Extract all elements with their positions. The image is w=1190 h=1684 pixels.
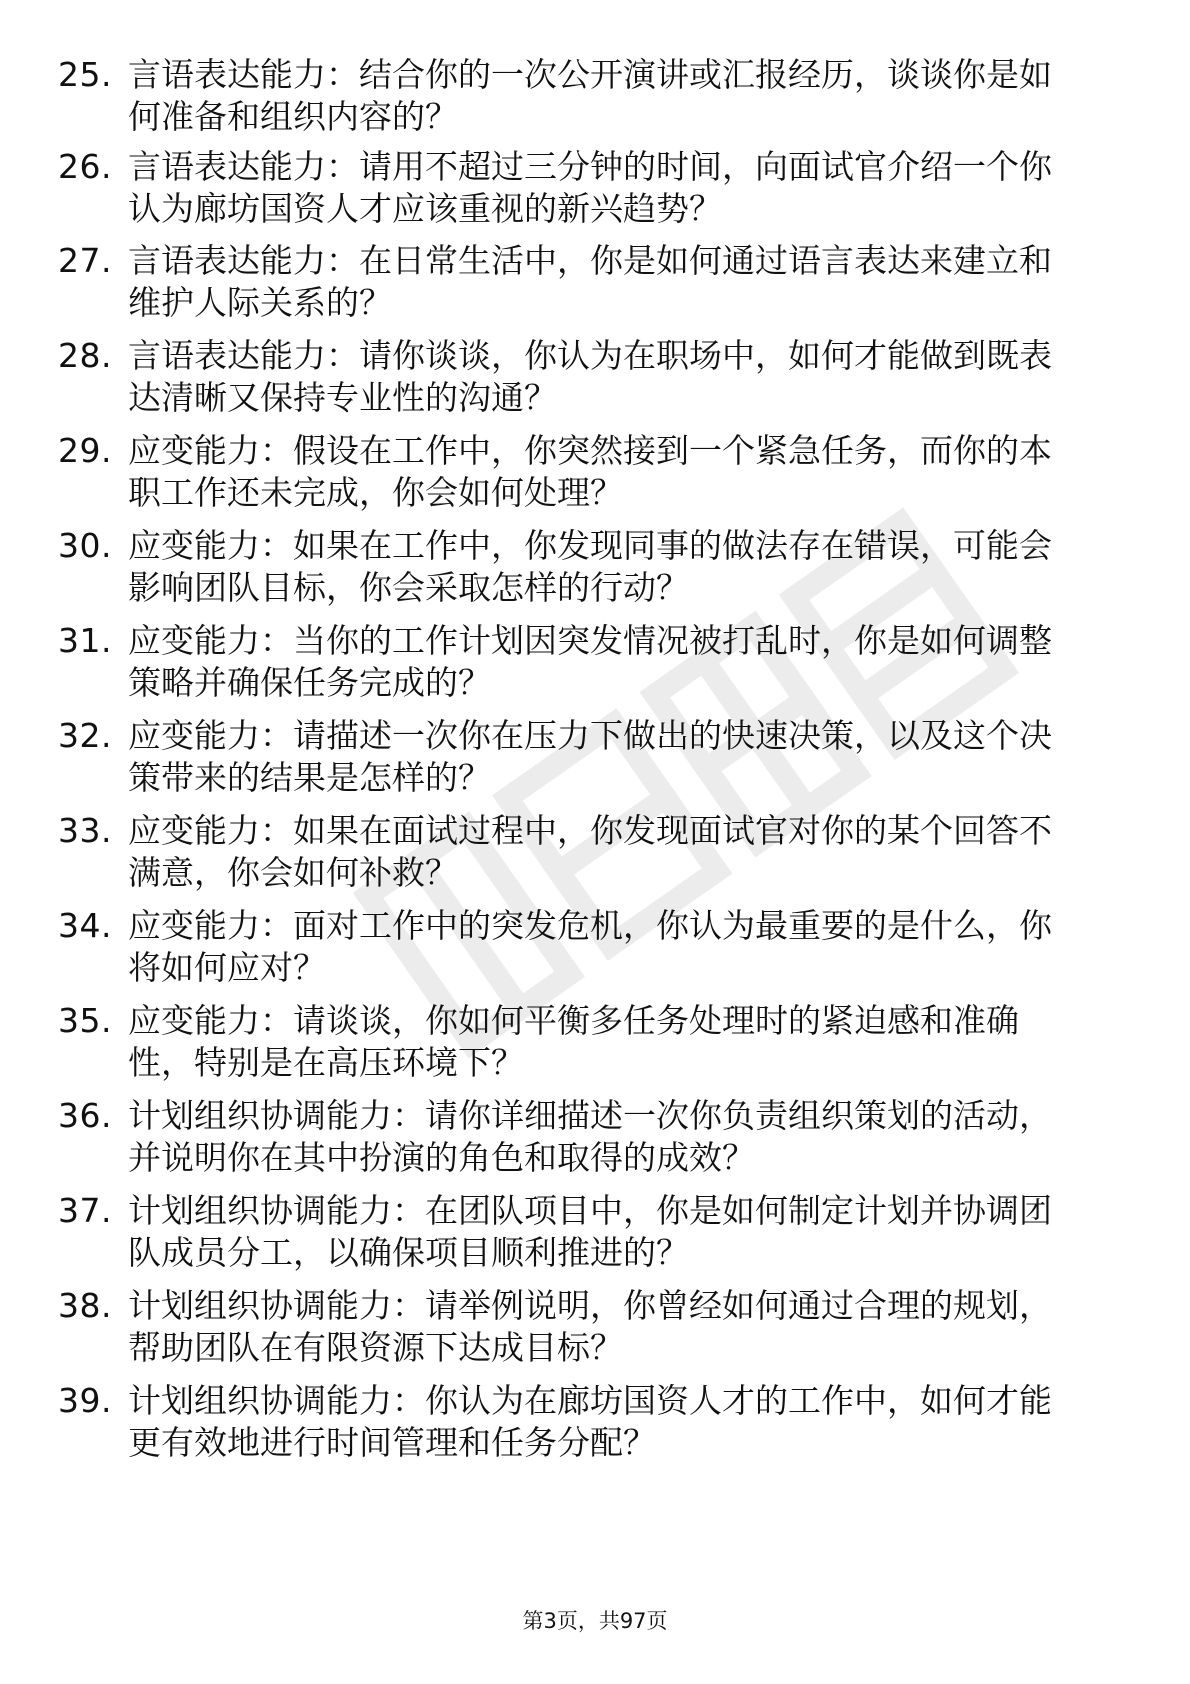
question-text [128,715,1118,799]
question-text [128,335,1118,419]
question-text [128,620,1118,704]
question-text-line: 应变能力：假设在工作中，你突然接到一个紧急任务，而你的本 [128,431,1052,470]
question-text [128,905,1118,989]
question-text [128,1380,1118,1464]
question-text [128,1000,1118,1084]
question-number: 35. [58,1001,112,1040]
question-text-line: 计划组织协调能力：请你详细描述一次你负责组织策划的活动， [128,1096,1052,1135]
question-text-line: 策带来的结果是怎样的？ [128,758,491,797]
question-text-line: 并说明你在其中扮演的角色和取得的成效？ [128,1138,755,1177]
question-text-line: 职工作还未完成，你会如何处理？ [128,473,623,512]
question-number: 31. [58,621,112,660]
question-number: 32. [58,716,112,755]
question-text [128,1190,1118,1274]
question-text-line: 帮助团队在有限资源下达成目标？ [128,1328,623,1367]
question-text-line: 影响团队目标，你会采取怎样的行动？ [128,568,689,607]
question-number: 34. [58,906,112,945]
question-text-line: 队成员分工，以确保项目顺利推进的？ [128,1233,689,1272]
question-number: 33. [58,811,112,850]
question-number: 36. [58,1096,112,1135]
question-text-line: 何准备和组织内容的？ [128,97,458,136]
question-text [128,146,1118,230]
question-text-line: 应变能力：面对工作中的突发危机，你认为最重要的是什么，你 [128,906,1052,945]
question-text-line: 满意，你会如何补救？ [128,853,458,892]
question-text-line: 言语表达能力：请你谈谈，你认为在职场中，如何才能做到既表 [128,336,1052,375]
question-number: 26. [58,147,112,186]
question-number: 30. [58,526,112,565]
question-text-line: 言语表达能力：请用不超过三分钟的时间，向面试官介绍一个你 [128,147,1052,186]
question-text-line: 应变能力：如果在工作中，你发现同事的做法存在错误，可能会 [128,526,1052,565]
question-text-line: 应变能力：当你的工作计划因突发情况被打乱时，你是如何调整 [128,621,1052,660]
question-text [128,525,1118,609]
question-text-line: 应变能力：请描述一次你在压力下做出的快速决策，以及这个决 [128,716,1052,755]
question-text-line: 认为廊坊国资人才应该重视的新兴趋势？ [128,189,722,228]
question-text-line: 维护人际关系的？ [128,283,392,322]
question-number: 38. [58,1286,112,1325]
question-text-line: 将如何应对？ [128,948,326,987]
question-text [128,240,1118,324]
question-number: 29. [58,431,112,470]
question-text [128,1285,1118,1369]
question-number: 27. [58,241,112,280]
question-text-line: 策略并确保任务完成的？ [128,663,491,702]
question-text-line: 言语表达能力：在日常生活中，你是如何通过语言表达来建立和 [128,241,1052,280]
question-text-line: 性，特别是在高压环境下？ [128,1043,524,1082]
question-text [128,810,1118,894]
question-number: 25. [58,55,112,94]
question-text-line: 更有效地进行时间管理和任务分配？ [128,1423,656,1462]
question-number: 28. [58,336,112,375]
question-text-line: 计划组织协调能力：请举例说明，你曾经如何通过合理的规划， [128,1286,1052,1325]
question-number: 37. [58,1191,112,1230]
question-number: 39. [58,1381,112,1420]
question-text [128,430,1118,514]
question-text-line: 计划组织协调能力：你认为在廊坊国资人才的工作中，如何才能 [128,1381,1052,1420]
question-text-line: 达清晰又保持专业性的沟通？ [128,378,557,417]
question-text [128,1095,1118,1179]
question-text-line: 应变能力：请谈谈，你如何平衡多任务处理时的紧迫感和准确 [128,1001,1019,1040]
question-text [128,54,1118,138]
page-footer: 第3页，共97页 [522,1609,668,1633]
question-text-line: 言语表达能力：结合你的一次公开演讲或汇报经历，谈谈你是如 [128,55,1052,94]
question-text-line: 计划组织协调能力：在团队项目中，你是如何制定计划并协调团 [128,1191,1052,1230]
question-text-line: 应变能力：如果在面试过程中，你发现面试官对你的某个回答不 [128,811,1052,850]
